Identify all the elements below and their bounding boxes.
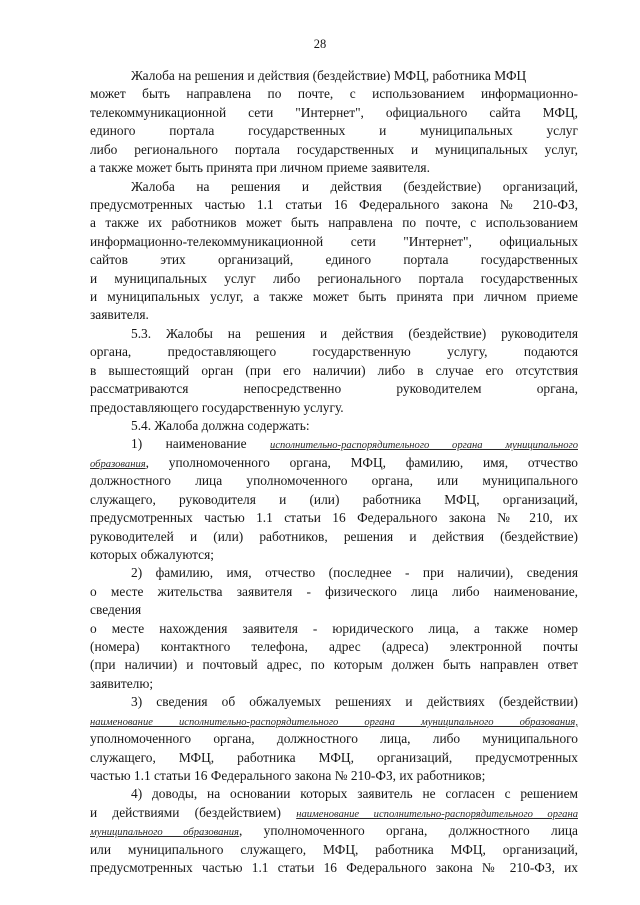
line-text: рассматриваются непосредственно руководителем органа, [90,381,578,397]
line-text: Жалоба на решения и действия (бездействие) организаций, [131,178,578,194]
line-text: 4) доводы, на основании которых заявитель не согласен с решением [131,786,578,802]
text-line [90,123,578,140]
line-text: частью 1.1 статьи 16 Федерального закона № 210-ФЗ, их работников; [90,767,486,783]
line-text: и муниципальных услуг, а также может быть принята при личном приеме [90,289,578,305]
line-text: предусмотренных частью 1.1 статьи 16 Федерального закона № 210, их [90,510,578,526]
text-line [90,289,578,306]
line-text: и муниципальных услуг либо регионального портала государственных [90,270,578,286]
text-line [90,768,578,784]
text-line [90,823,578,840]
text-line [131,68,578,84]
line-text: 1) наименование [131,436,271,452]
text-line [90,142,578,159]
line-text: должностного лица уполномоченного органа, или муниципального [90,473,578,489]
text-line [131,179,578,196]
text-line [90,197,578,214]
text-line [131,436,578,453]
text-line [131,565,578,582]
line-text: о месте нахождения заявителя - юридического лица, а также номер [90,620,578,636]
text-line [131,786,578,803]
text-line [90,252,578,269]
line-text: а также может быть принята при личном приеме заявителя. [90,160,430,176]
placeholder-text: исполнительно-распорядительного органа муниципального [270,440,578,452]
text-line [90,639,578,656]
line-text: о месте жительства заявителя - физического лица либо наименование, [90,583,578,599]
text-line [90,160,578,176]
text-line [90,602,578,618]
text-line [90,657,578,674]
text-line [90,344,578,361]
text-line [131,418,578,434]
line-text: предоставляющего государственную услугу. [90,399,344,415]
text-line [90,547,578,563]
text-line [90,271,578,288]
line-text: которых обжалуются; [90,546,214,562]
text-line [90,455,578,472]
text-line [90,86,578,103]
line-text: 5.3. Жалобы на решения и действия (бездействие) руководителя [131,325,578,341]
text-line [90,860,578,877]
line-text: уполномоченного органа, должностного лица, либо муниципального [90,731,578,747]
text-line [90,234,578,251]
text-line [90,676,578,692]
line-text: , уполномоченного органа, МФЦ, фамилию, имя, отчество [145,454,578,470]
text-line [90,510,578,527]
line-text: (номера) контактного телефона, адрес (адреса) электронной почты [90,639,578,655]
text-line [90,363,578,380]
line-text: , уполномоченного органа, должностного лица [238,823,578,839]
text-line [90,492,578,509]
line-text: предусмотренных частью 1.1 статьи 16 Федерального закона № 210-ФЗ, [90,196,578,212]
text-line [90,381,578,398]
line-text: 3) сведения об обжалуемых решениях и действиях (бездействии) [131,694,578,710]
line-text: заявителя. [90,307,149,323]
line-text: информационно-телекоммуникационной сети "Интернет", официальных [90,233,578,249]
line-text: (при наличии) и почтовый адрес, по которым должен быть направлен ответ [90,657,578,673]
text-line [90,805,578,822]
line-text: в вышестоящий орган (при его наличии) либо в случае его отсутствия [90,362,578,378]
placeholder-text: наименование исполнительно-распорядительного органа муниципального образования, [90,716,578,728]
line-text: а также их работников может быть направлена по почте, с использованием [90,215,578,231]
placeholder-text: образования [90,458,146,470]
line-text: Жалоба на решения и действия (бездействие) МФЦ, работника МФЦ [131,68,527,83]
line-text: служащего, руководителя и (или) работника МФЦ, организаций, [90,491,578,507]
text-line [90,731,578,748]
text-line [90,713,578,730]
line-text: служащего, МФЦ, работника МФЦ, организаций, предусмотренных [90,749,578,765]
text-line [131,326,578,343]
page-number: 28 [313,37,327,51]
text-line [90,215,578,232]
line-text: может быть направлена по почте, с использованием информационно- [90,86,578,102]
text-line [90,750,578,767]
text-line [90,584,578,601]
text-line [90,400,578,416]
line-text: и действиями (бездействием) [90,804,297,820]
text-line [131,694,578,711]
text-line [90,621,578,638]
text-line [90,307,578,323]
text-line [90,529,578,546]
placeholder-text: муниципального образования [90,827,239,839]
line-text: или муниципального служащего, МФЦ, работника МФЦ, организаций, [90,841,578,857]
line-text: руководителей и (или) работников, решения и действия (бездействие) [90,528,578,544]
line-text: телекоммуникационной сети "Интернет", официального сайта МФЦ, [90,104,578,120]
line-text: сайтов этих организаций, единого портала государственных [90,252,578,268]
line-text: заявителю; [90,675,154,691]
line-text: единого портала государственных и муниципальных услуг [90,123,578,139]
line-text: 2) фамилию, имя, отчество (последнее - при наличии), сведения [131,565,578,581]
line-text: либо регионального портала государственных и муниципальных услуг, [90,141,578,157]
text-line [90,473,578,490]
line-text: 5.4. Жалоба должна содержать: [131,417,310,433]
line-text: сведения [90,602,142,618]
text-line [90,842,578,859]
placeholder-text: наименование исполнительно-распорядительного органа [296,808,578,820]
text-line [90,105,578,122]
line-text: предусмотренных частью 1.1 статьи 16 Федерального закона № 210-ФЗ, их [90,860,578,876]
line-text: органа, предоставляющего государственную услугу, подаются [90,344,578,360]
